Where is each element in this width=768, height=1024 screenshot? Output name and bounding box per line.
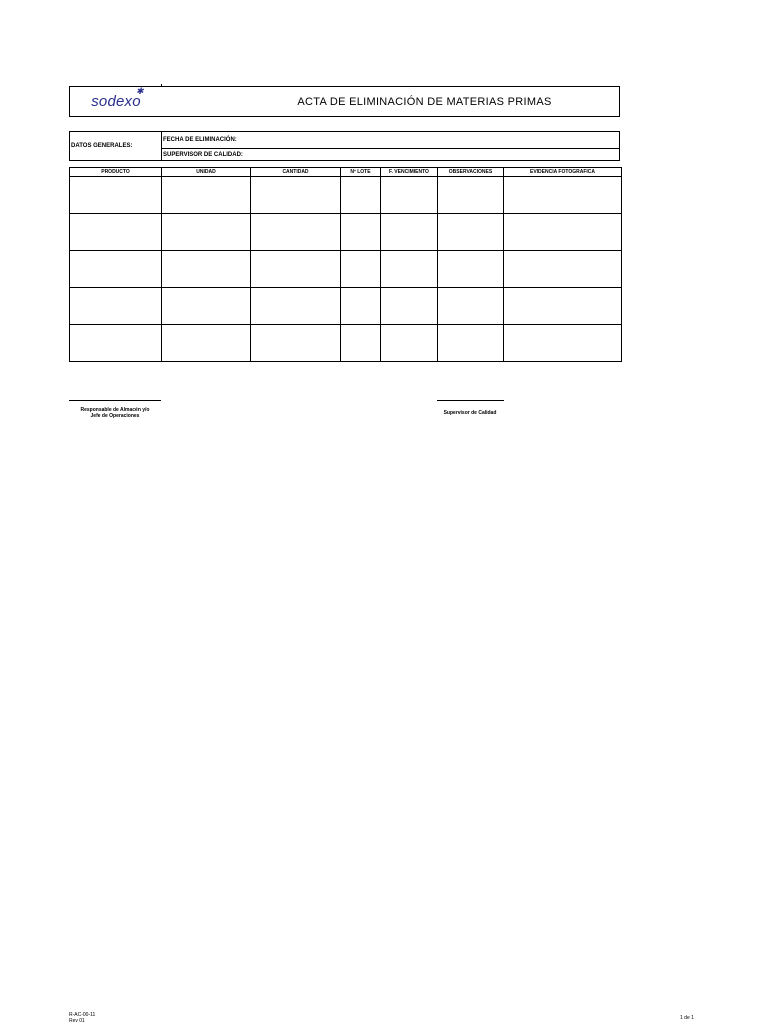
disposal-items-table — [69, 167, 622, 362]
table-cell[interactable] — [251, 251, 341, 288]
table-cell[interactable] — [341, 288, 381, 325]
document-header — [69, 86, 620, 117]
column-header-vencimiento: F. VENCIMIENTO — [381, 168, 438, 177]
signature-label-left: Responsable de Almacén y/o Jefe de Operaciones — [80, 407, 150, 419]
logo — [70, 87, 162, 116]
table-cell[interactable] — [504, 177, 622, 214]
table-cell[interactable] — [70, 325, 162, 362]
table-cell[interactable] — [162, 214, 251, 251]
table-cell[interactable] — [341, 177, 381, 214]
column-header-producto: PRODUCTO — [70, 168, 162, 177]
table-row — [70, 288, 622, 325]
table-cell[interactable] — [70, 177, 162, 214]
table-cell[interactable] — [162, 177, 251, 214]
table-row — [70, 214, 622, 251]
table-cell[interactable] — [70, 288, 162, 325]
general-data-section — [69, 131, 620, 161]
table-cell[interactable] — [251, 325, 341, 362]
table-cell[interactable] — [251, 214, 341, 251]
quality-supervisor-field[interactable]: SUPERVISOR DE CALIDAD: — [163, 151, 243, 158]
table-row — [70, 251, 622, 288]
signature-line-right — [437, 400, 504, 401]
table-cell[interactable] — [341, 214, 381, 251]
table-cell[interactable] — [438, 214, 504, 251]
column-header-lote: Nº LOTE — [341, 168, 381, 177]
logo-text: sodexo ✱ — [91, 86, 144, 110]
elimination-date-field[interactable]: FECHA DE ELIMINACIÓN: — [162, 132, 619, 149]
table-cell[interactable] — [438, 177, 504, 214]
table-cell[interactable] — [341, 325, 381, 362]
table-cell[interactable] — [70, 251, 162, 288]
table-cell[interactable] — [251, 288, 341, 325]
page-number: 1 de 1 — [680, 1015, 694, 1021]
column-header-evidencia: EVIDENCIA FOTOGRAFICA — [504, 168, 622, 177]
table-cell[interactable] — [381, 251, 438, 288]
column-header-unidad: UNIDAD — [162, 168, 251, 177]
table-cell[interactable] — [438, 325, 504, 362]
table-cell[interactable] — [438, 288, 504, 325]
table-body — [70, 177, 622, 362]
table-row — [70, 325, 622, 362]
table-cell[interactable] — [162, 251, 251, 288]
table-cell[interactable] — [504, 288, 622, 325]
table-cell[interactable] — [504, 325, 622, 362]
general-data-label: DATOS GENERALES: — [70, 132, 162, 160]
column-header-cantidad: CANTIDAD — [251, 168, 341, 177]
signature-line-left — [69, 400, 161, 401]
table-cell[interactable] — [381, 177, 438, 214]
table-cell[interactable] — [381, 325, 438, 362]
table-header-row — [70, 168, 622, 177]
table-cell[interactable] — [504, 214, 622, 251]
signature-label-right: Supervisor de Calidad — [443, 410, 497, 416]
table-cell[interactable] — [438, 251, 504, 288]
column-header-observaciones: OBSERVACIONES — [438, 168, 504, 177]
table-row — [70, 177, 622, 214]
table-cell[interactable] — [381, 288, 438, 325]
table-cell[interactable] — [341, 251, 381, 288]
table-cell[interactable] — [162, 325, 251, 362]
document-title: ACTA DE ELIMINACIÓN DE MATERIAS PRIMAS — [297, 95, 552, 108]
table-cell[interactable] — [70, 214, 162, 251]
document-code: R-AC-00-11 Rev 01 — [69, 1012, 96, 1024]
logo-star-icon: ✱ — [136, 86, 144, 96]
table-cell[interactable] — [504, 251, 622, 288]
table-cell[interactable] — [162, 288, 251, 325]
table-cell[interactable] — [381, 214, 438, 251]
table-cell[interactable] — [251, 177, 341, 214]
